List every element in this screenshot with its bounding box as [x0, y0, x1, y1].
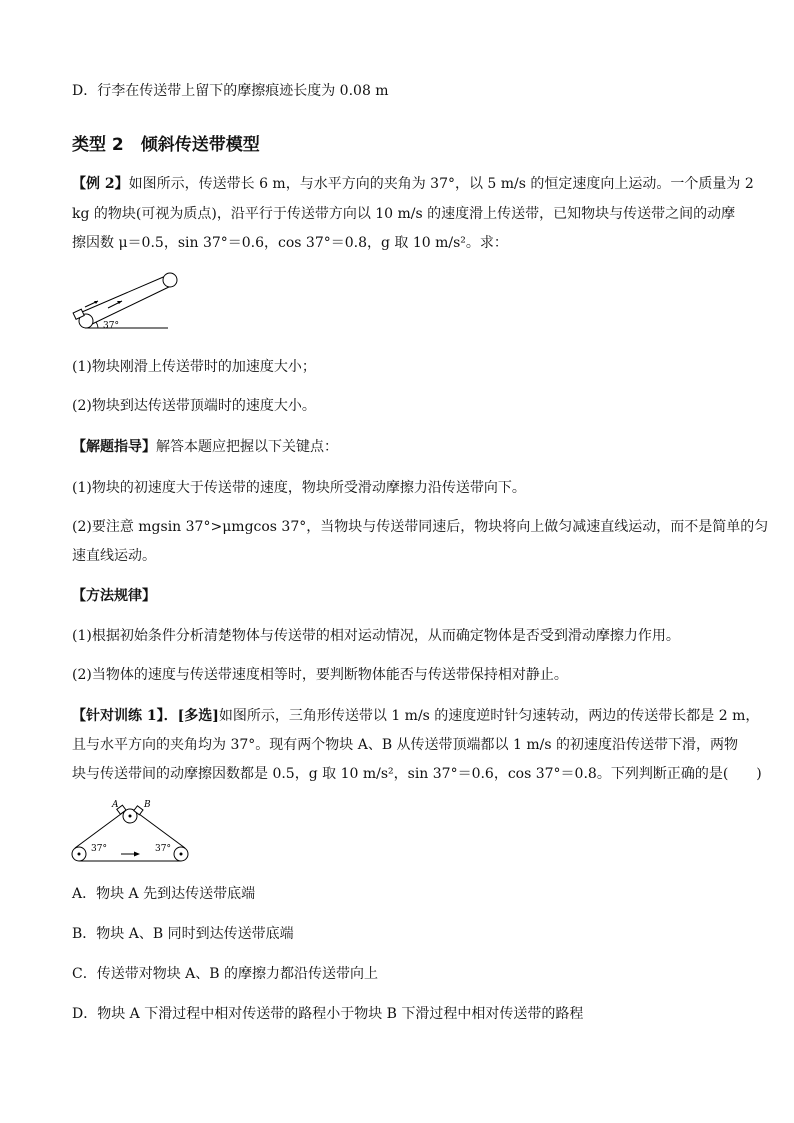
example2-q1: (1)物块刚滑上传送带时的加速度大小； — [72, 359, 316, 375]
triangle-belt-figure — [66, 798, 196, 866]
example2-line3: 擦因数 μ＝0.5，sin 37°＝0.6，cos 37°＝0.8，g 取 10 m/s²。求： — [72, 235, 508, 251]
block-b-label: B — [144, 800, 151, 810]
example2-line2: kg 的物块(可视为质点)，沿平行于传送带方向以 10 m/s 的速度滑上传送带，已知物块与传送带之间的动摩 — [72, 206, 736, 222]
method-p2: (2)当物体的速度与传送带速度相等时，要判断物体能否与传送带保持相对静止。 — [72, 667, 568, 683]
incline-belt-figure — [70, 266, 185, 338]
training1-tag: 【针对训练 1】．[多选] — [72, 708, 219, 724]
guide-p2-line2: 速直线运动。 — [72, 548, 156, 564]
section-title: 类型 2 倾斜传送带模型 — [72, 135, 260, 155]
guide-tag: 【解题指导】 — [72, 439, 156, 455]
right-angle-label: 37° — [155, 844, 171, 854]
example2-tag: 【例 2】 — [72, 176, 129, 192]
method-p1: (1)根据初始条件分析清楚物体与传送带的相对运动情况，从而确定物体是否受到滑动摩擦力作用。 — [72, 628, 680, 644]
left-angle-label: 37° — [91, 844, 107, 854]
option-a: A．物块 A 先到达传送带底端 — [72, 886, 256, 902]
training1-line1 — [72, 705, 759, 727]
option-c: C．传送带对物块 A、B 的摩擦力都沿传送带向上 — [72, 966, 379, 982]
option-b: B．物块 A、B 同时到达传送带底端 — [72, 926, 294, 942]
prev-option-d: D．行李在传送带上留下的摩擦痕迹长度为 0.08 m — [72, 83, 389, 99]
training1-line3: 块与传送带间的动摩擦因数都是 0.5，g 取 10 m/s²，sin 37°＝0.6，cos 37°＝0.8。下列判断正确的是( ) — [72, 766, 762, 782]
guide-line — [72, 436, 338, 458]
incline-angle-label: 37° — [103, 321, 119, 331]
block-a-label: A — [112, 800, 119, 810]
training1-line2: 且与水平方向的夹角均为 37°。现有两个物块 A、B 从传送带顶端都以 1 m/s 的初速度沿传送带下滑，两物 — [72, 737, 738, 753]
method-title: 【方法规律】 — [72, 588, 156, 604]
option-d: D．物块 A 下滑过程中相对传送带的路程小于物块 B 下滑过程中相对传送带的路程 — [72, 1006, 584, 1022]
guide-p2-line1: (2)要注意 mgsin 37°>μmgcos 37°，当物块与传送带同速后，物块将向上做匀减速直线运动，而不是简单的匀 — [72, 519, 769, 535]
training1-text1: 如图所示，三角形传送带以 1 m/s 的速度逆时针匀速转动，两边的传送带长都是 2 m， — [218, 708, 760, 724]
example2-text1: 如图所示，传送带长 6 m，与水平方向的夹角为 37°，以 5 m/s 的恒定速度向上运动。一个质量为 2 — [128, 176, 754, 192]
guide-p1: (1)物块的初速度大于传送带的速度，物块所受滑动摩擦力沿传送带向下。 — [72, 480, 526, 496]
example2-line1 — [72, 173, 754, 195]
guide-intro: 解答本题应把握以下关键点： — [156, 439, 338, 455]
example2-q2: (2)物块到达传送带顶端时的速度大小。 — [72, 398, 316, 414]
